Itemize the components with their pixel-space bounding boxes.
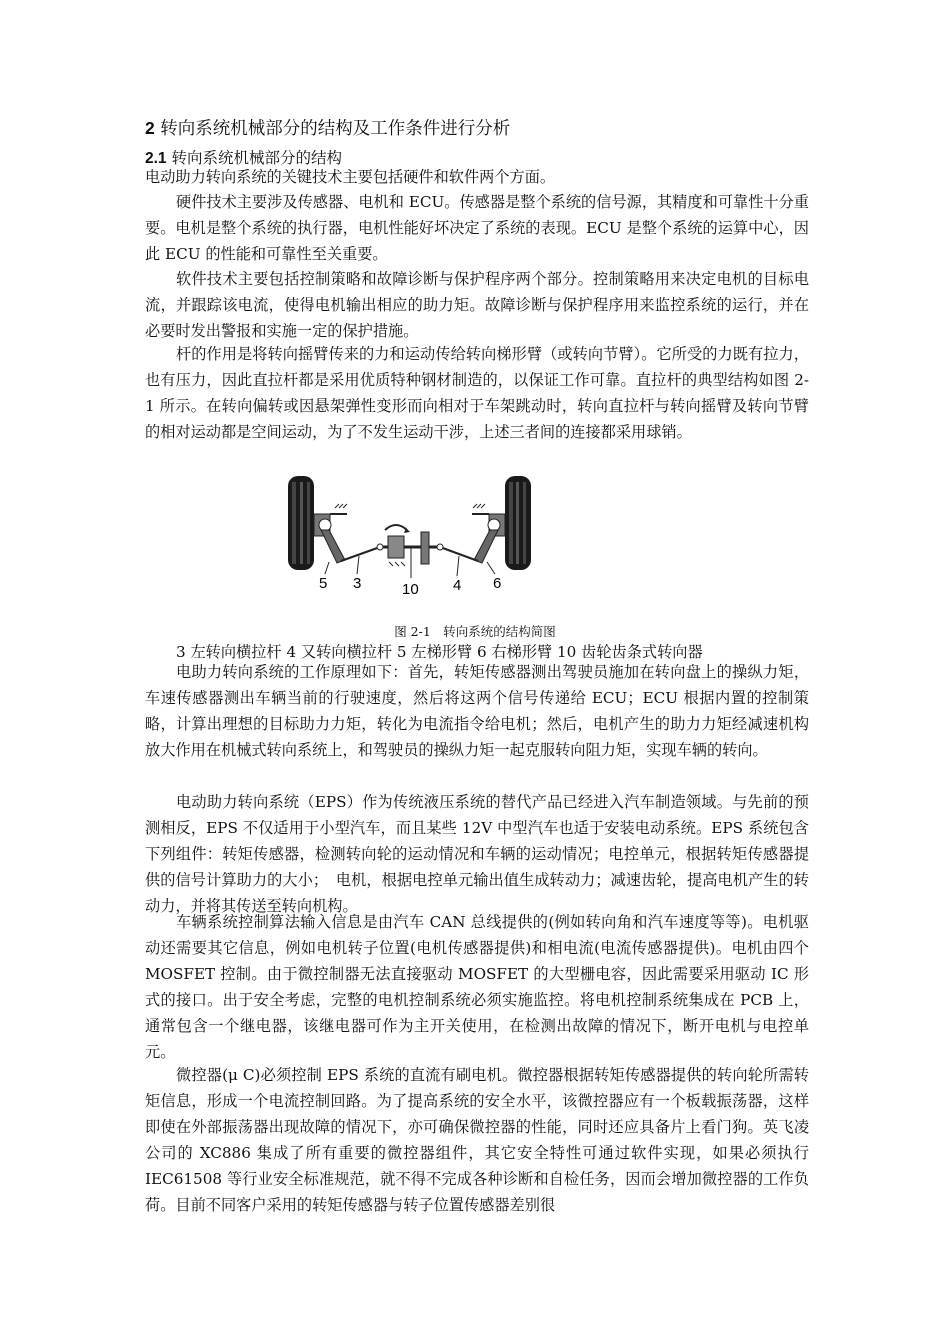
subsection-number: 2.1 <box>145 150 167 167</box>
intro-line: 电动助力转向系统的关键技术主要包括硬件和软件两个方面。 <box>145 168 556 186</box>
label-5: 5 <box>319 575 328 592</box>
paragraph-software: 软件技术主要包括控制策略和故障诊断与保护程序两个部分。控制策略用来决定电机的目标电流，并跟踪该电流，使得电机输出相应的助力矩。故障诊断与保护程序用来监控系统的运行，并在必要时发出警报和实施一定的保护措施。 <box>145 270 809 341</box>
steering-gear <box>388 536 404 558</box>
figure-caption: 图 2-1 转向系统的结构简图 <box>394 624 556 639</box>
label-6: 6 <box>493 575 502 592</box>
section-heading <box>145 115 510 140</box>
figure-legend: 3 左转向横拉杆 4 又转向横拉杆 5 左梯形臂 6 右梯形臂 10 齿轮齿条式转向器 <box>176 643 703 661</box>
label-10: 10 <box>402 581 419 598</box>
subsection-heading <box>145 146 342 168</box>
paragraph-mcu: 微控器(μ C)必须控制 EPS 系统的直流有刷电机。微控器根据转矩传感器提供的转向轮所需转矩信息，形成一个电流控制回路。为了提高系统的安全水平，该微控器应有一个板载振荡器，这样即使在外部振荡器出现故障的情况下，亦可确保微控器的性能，同时还应具备片上看门狗。英飞凌公司的 XC886 集成了所有重要的微控器组件，其它安全特性可通过软件实现，如果必须执行 IEC61508 等行业安全标准规范，就不得不完成各种诊断和自检任务，因而会增加微控器的工作负荷。目前不同客户采用的转矩传感器与转子位置传感器差别很 <box>145 1066 809 1215</box>
steering-diagram-svg <box>285 470 535 602</box>
section-title: 转向系统机械部分的结构及工作条件进行分析 <box>154 119 511 139</box>
label-4: 4 <box>453 577 462 594</box>
section-number: 2 <box>145 118 155 138</box>
left-trapezoid-arm <box>321 530 345 563</box>
label-3: 3 <box>353 575 362 592</box>
subsection-title: 转向系统机械部分的结构 <box>166 149 342 167</box>
paragraph-hardware: 硬件技术主要涉及传感器、电机和 ECU。传感器是整个系统的信号源，其精度和可靠性十分重要。电机是整个系统的执行器，电机性能好坏决定了系统的表现。ECU 是整个系统的运算中心，因此 ECU 的性能和可靠性至关重要。 <box>145 193 809 264</box>
left-tie-rod <box>341 547 380 561</box>
right-trapezoid-arm <box>474 530 498 563</box>
paragraph-tie-rod: 杆的作用是将转向摇臂传来的力和运动传给转向梯形臂（或转向节臂）。它所受的力既有拉力，也有压力，因此直拉杆都是采用优质特种钢材制造的，以保证工作可靠。直拉杆的典型结构如图 2-1 所示。在转向偏转或因悬架弹性变形而向相对于车架跳动时，转向直拉杆与转向摇臂及转向节臂的相对运动都是空间运动，为了不发生运动干涉，上述三者间的连接都采用球销。 <box>145 345 809 442</box>
paragraph-principle: 电助力转向系统的工作原理如下：首先，转矩传感器测出驾驶员施加在转向盘上的操纵力矩，车速传感器测出车辆当前的行驶速度，然后将这两个信号传递给 ECU；ECU 根据内置的控制策略，计算出理想的目标助力力矩，转化为电流指令给电机；然后，电机产生的助力力矩经减速机构放大作用在机械式转向系统上，和驾驶员的操纵力矩一起克服转向阻力矩，实现车辆的转向。 <box>145 663 809 760</box>
paragraph-eps: 电动助力转向系统（EPS）作为传统液压系统的替代产品已经进入汽车制造领域。与先前的预测相反，EPS 不仅适用于小型汽车，而且某些 12V 中型汽车也适于安装电动系统。EPS 系统包含下列组件：转矩传感器，检测转向轮的运动情况和车辆的运动情况；电控单元，根据转矩传感器提供的信号计算助力的大小； 电机，根据电控单元输出值生成转动力；减速齿轮，提高电机产生的转动力，并将其传送至转向机构。 <box>145 793 809 916</box>
steering-diagram <box>285 470 535 602</box>
paragraph-can: 车辆系统控制算法输入信息是由汽车 CAN 总线提供的(例如转向角和汽车速度等等)。电机驱动还需要其它信息，例如电机转子位置(电机传感器提供)和相电流(电流传感器提供)。电机由四个 MOSFET 控制。由于微控制器无法直接驱动 MOSFET 的大型栅电容，因此需要采用驱动 IC 形式的接口。出于安全考虑，完整的电机控制系统必须实施监控。将电机控制系统集成在 PCB 上，通常包含一个继电器，该继电器可作为主开关使用，在检测出故障的情况下，断开电机与电控单元。 <box>145 913 809 1062</box>
